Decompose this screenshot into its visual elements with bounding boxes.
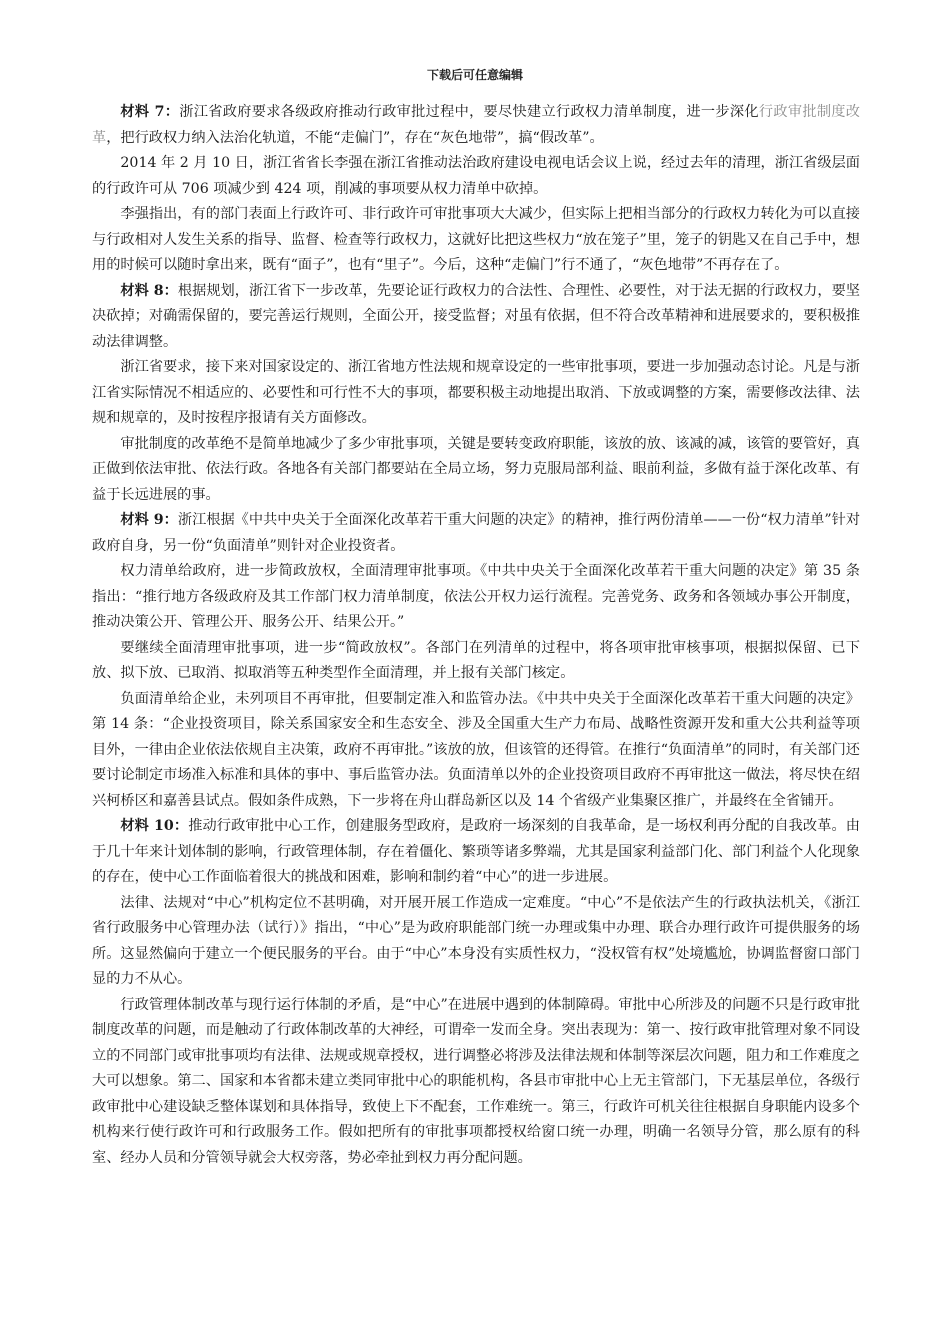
paragraph: 李强指出，有的部门表面上行政许可、非行政许可审批事项大大减少，但实际上把相当部分的行政权力转化为可以直接与行政相对人发生关系的指导、监督、检查等行政权力，这就好比把这些权力“放在笼子”里，笼子的钥匙又在自己手中，想用的时候可以随时拿出来，既有“面子”，也有“里子”。今后，这种“走偏门”行不通了，“灰色地带”不再存在了。: [92, 206, 860, 273]
paragraph-text: ，把行政权力纳入法治化轨道，不能“走偏门”，存在“灰色地带”，搞“假改革”。: [106, 129, 604, 146]
paragraph: 负面清单给企业，未列项目不再审批，但要制定准入和监管办法。《中共中央关于全面深化改革若干重大问题的决定》第 14 条：“企业投资项目，除关系国家安全和生态安全、涉及全国重大生产力布局、战略性资源开发和重大公共利益等项目外，一律由企业依法依规自主决策，政府不再审批。”该放的放，但该管的还得管。在推行“负面清单”的同时，有关部门还要讨论制定市场准入标准和具体的事中、事后监管办法。负面清单以外的企业投资项目政府不再审批这一做法，将尽快在绍兴柯桥区和嘉善县试点。假如条件成熟，下一步将在舟山群岛新区以及 14 个省级产业集聚区推广，并最终在全省铺开。: [92, 690, 860, 809]
paragraph: 行政管理体制改革与现行运行体制的矛盾，是“中心”在进展中遇到的体制障碍。审批中心所涉及的问题不只是行政审批制度改革的问题，而是触动了行政体制改革的大神经，可谓牵一发而全身。突出表现为：第一、按行政审批管理对象不同设立的不同部门或审批事项均有法律、法规或规章授权，进行调整必将涉及法律法规和体制等深层次问题，阻力和工作难度之大可以想象。第二、国家和本省都未建立类同审批中心的职能机构，各县市审批中心上无主管部门，下无基层单位，各级行政审批中心建设缺乏整体谋划和具体指导，致使上下不配套，工作难统一。第三，行政许可机关往往根据自身职能内设多个机构来行使行政许可和行政服务工作。假如把所有的审批事项都授权给窗口统一办理，明确一名领导分管，那么原有的科室、经办人员和分管领导就会大权旁落，势必牵扯到权力再分配问题。: [92, 996, 860, 1166]
material-label: 材料 8：: [120, 282, 178, 299]
paragraph-material-8: [92, 279, 860, 356]
paragraph: 浙江省要求，接下来对国家设定的、浙江省地方性法规和规章设定的一些审批事项，要进一步加强动态讨论。凡是与浙江省实际情况不相适应的、必要性和可行性不大的事项，都要积极主动地提出取消、下放或调整的方案，需要修改法律、法规和规章的，及时按程序报请有关方面修改。: [92, 359, 860, 426]
paragraph-text: 根据规划，浙江省下一步改革，先要论证行政权力的合法性、合理性、必要性，对于法无据的行政权力，要坚决砍掉；对确需保留的，要完善运行规则，全面公开，接受监督；对虽有依据，但不符合改革精神和进展要求的，要积极推动法律调整。: [92, 282, 860, 350]
paragraph-text: 浙江省政府要求各级政府推动行政审批过程中，要尽快建立行政权力清单制度，进一步深化: [179, 104, 759, 120]
paragraph: 2014 年 2 月 10 日，浙江省省长李强在浙江省推动法治政府建设电视电话会议上说，经过去年的清理，浙江省级层面的行政许可从 706 项减少到 424 项，削减的事项要从权力清单中砍掉。: [92, 155, 860, 197]
document-body: [92, 100, 860, 1171]
paragraph-text: 浙江根据《中共中央关于全面深化改革若干重大问题的决定》的精神，推行两份清单——一份“权力清单”针对政府自身，另一份“负面清单”则针对企业投资者。: [92, 512, 861, 554]
paragraph-material-7: [92, 100, 860, 151]
material-label: 材料 10：: [120, 818, 189, 834]
reform-link[interactable]: 行政审批制度改革: [92, 104, 860, 146]
paragraph: 审批制度的改革绝不是简单地减少了多少审批事项，关键是要转变政府职能，该放的放、该减的减，该管的要管好，真正做到依法审批、依法行政。各地各有关部门都要站在全局立场，努力克服局部利益、眼前利益，多做有益于深化改革、有益于长远进展的事。: [92, 435, 860, 503]
page-header: 下载后可任意编辑: [426, 68, 523, 82]
paragraph: 法律、法规对“中心”机构定位不甚明确，对开展开展工作造成一定难度。“中心”不是依法产生的行政执法机关，《浙江省行政服务中心管理办法（试行）》指出，“中心”是为政府职能部门统一办理或集中办理、联合办理行政许可提供服务的场所。这显然偏向于建立一个便民服务的平台。由于“中心”本身没有实质性权力，“没权管有权”处境尴尬，协调监督窗口部门显的力不从心。: [92, 894, 860, 987]
material-label: 材料 7：: [120, 104, 180, 120]
paragraph-material-10: [92, 814, 860, 891]
material-label: 材料 9：: [120, 512, 178, 528]
paragraph-text: 推动行政审批中心工作，创建服务型政府，是政府一场深刻的自我革命，是一场权利再分配的自我改革。由于几十年来计划体制的影响，行政管理体制，存在着僵化、繁琐等诸多弊端，尤其是国家利益部门化、部门利益个人化现象的存在，使中心工作面临着很大的挑战和困难，影响和制约着“中心”的进一步进展。: [92, 818, 860, 885]
paragraph: 权力清单给政府，进一步简政放权，全面清理审批事项。《中共中央关于全面深化改革若干重大问题的决定》第 35 条指出：“推行地方各级政府及其工作部门权力清单制度，依法公开权力运行流程。完善党务、政务和各领域办事公开制度，推动决策公开、管理公开、服务公开、结果公开。”: [92, 563, 860, 630]
paragraph-material-9: [92, 508, 860, 559]
paragraph: 要继续全面清理审批事项，进一步“简政放权”。各部门在列清单的过程中，将各项审批审核事项，根据拟保留、已下放、拟下放、已取消、拟取消等五种类型作全面清理，并上报有关部门核定。: [92, 639, 860, 681]
